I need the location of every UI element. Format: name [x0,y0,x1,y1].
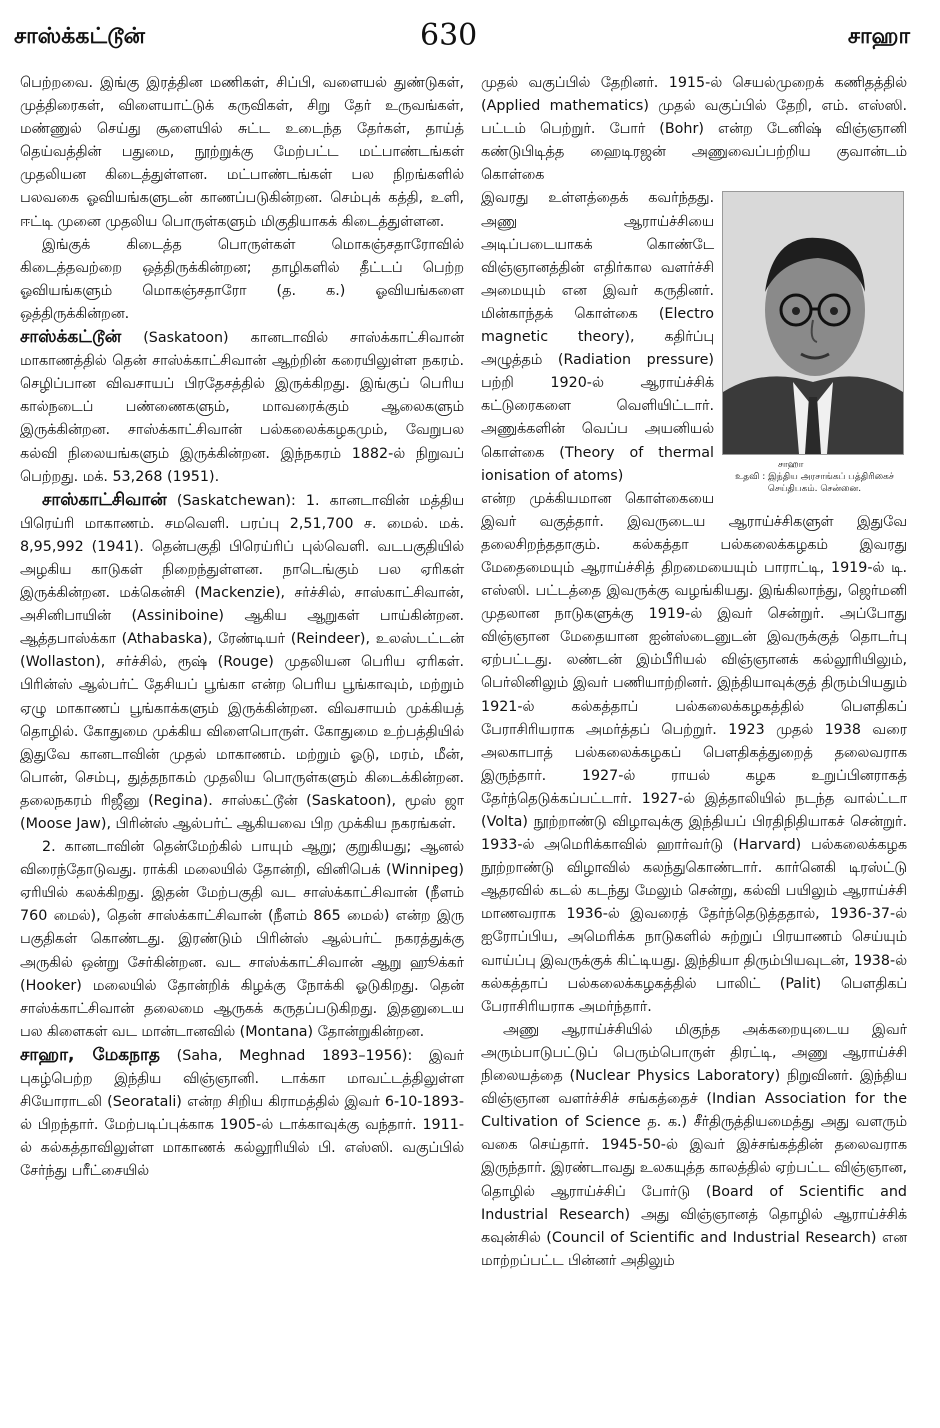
caption-name: சாஹா [778,460,804,471]
entry-saha [20,1044,464,1184]
paragraph-saha-research-wrap: இவரது உள்ளத்தைக் கவர்ந்தது. அணு ஆராய்ச்சியை அடிப்படையாகக் கொண்டே விஞ்ஞானத்தின் எதிர்கால வளர்ச்சி அமையும் என இவர் கருதினர். மின்காந்தக் கொள்கை (Electro magnetic theory), கதிர்ப்பு அழுத்தம் (Radiation pressure) பற்றி 1920-ல் ஆராய்ச்சிக் கட்டுரைகளை வெளியிட்டார். அணுக்களின் வெப்ப அயனியல் கொள்கை (Theory of thermal ionisation of atoms) [481,190,714,484]
caption-credit: உதவி : இந்திய அரசாங்கப் பத்திரிகைச் செய்திபகம். சென்னை. [735,472,894,495]
entry-saskatchewan [20,489,464,836]
paragraph-saha-education: முதல் வகுப்பில் தேறினர். 1915-ல் செயல்முறைக் கணிதத்தில் (Applied mathematics) முதல் வகுப்பில் தேறி, எம். எஸ்ஸி. பட்டம் பெற்றுர். போர் (Bohr) என்ற டேனிஷ் விஞ்ஞானி கண்டுபிடித்த ஹைடிரஜன் அணுவைப்பற்றிய குவான்டம் கொள்கை [481,75,907,184]
entry-heading-saskatchewan: சாஸ்காட்சிவான் [42,489,167,510]
entry-body-saskatchewan: (Saskatchewan): 1. கானடாவின் மத்திய பிரெய்ரி மாகாணம். சமவெளி. பரப்பு 2,51,700 ச. மைல். மக். 8,95,992 (1941). தென்பகுதி பிரெய்ரிப் புல்வெளி. வடபகுதியில் அழகிய காடுகள் நிறைந்துள்ளன. நாடெங்கும் பல ஏரிகள் இருக்கின்றன. மக்கென்சி (Mackenzie), சர்ச்சில், சாஸ்காட்சிவான், அசினிபாயின் (Assiniboine) ஆகிய ஆறுகள் பாய்கின்றன. ஆத்தபாஸ்க்கா (Athabaska), ரேண்டியர் (Reindeer), உலஸ்டட்டன் (Wollaston), சர்ச்சில், ரூஷ் (Rouge) முதலியன பெரிய ஏரிகள். பிரின்ஸ் ஆல்பர்ட் தேசியப் பூங்கா என்ற பெரிய பூங்காவும், மற்றும் ஏழு மாகாணப் பூங்காக்களும் இருக்கின்றன. விவசாயம் முக்கியத் தொழில். கோதுமை முக்கிய விளைபொருள். கோதுமை உற்பத்தியில் இதுவே கானடாவின் முதல் மாகாணம். மற்றும் ஓடு, மரம், மீன், பொன், செம்பு, துத்தநாகம் முதலிய பொருள்களும் கிடைக்கின்றன. தலைநகரம் ரிஜீனு (Regina). சாஸ்கட்டூன் (Saskatoon), மூஸ் ஜா (Moose Jaw), பிரின்ஸ் ஆல்பர்ட் ஆகியவை பிற முக்கிய நகரங்கள். [20,492,464,832]
entry-body-saha: (Saha, Meghnad 1893–1956): இவர் புகழ்பெற்ற இந்திய விஞ்ஞானி. டாக்கா மாவட்டத்திலுள்ள சியோராடலி (Seoratali) என்ற சிறிய கிராமத்தில் இவர் 6-10-1893-ல் பிறந்தார். மேற்படிப்புக்காக 1905-ல் டாக்காவுக்கு வந்தார். 1911-ல் கல்கத்தாவிலுள்ள மாகாணக் கல்லூரியில் பி. எஸ்ஸி. வகுப்பில் சேர்ந்து பரீட்சையில் [20,1047,464,1180]
running-head-right: சாஹா [847,24,910,49]
portrait-image [723,192,903,454]
paragraph-saha-institutions: அணு ஆராய்ச்சியில் மிகுந்த அக்கறையுடைய இவர் அரும்பாடுபட்டுப் பெரும்பொருள் திரட்டி, அணு ஆராய்ச்சி நிலையத்தை (Nuclear Physics Laboratory) நிறுவினர். இந்திய விஞ்ஞான வளர்ச்சிச் சங்கத்தைச் (Indian Association for the Cultivation of Science த. க.) சீர்திருத்தியமைத்து அது வளரும் வகை செய்தார். 1945-50-ல் இவர் இச்சங்கத்தின் தலைவராக இருந்தார். இரண்டாவது உலகயுத்த காலத்தில் ஏற்பட்ட விஞ்ஞான, தொழில் ஆராய்ச்சிப் போர்டு (Board of Scientific and Industrial Research) அது விஞ்ஞானத் தொழில் ஆராய்ச்சிக் கவுன்சில் (Council of Scientific and Industrial Research) என மாற்றப்பட்ட பின்னர் அதிலும் [481,1021,907,1269]
portrait-photo [722,191,904,455]
entry-body-saskatoon: (Saskatoon) கானடாவில் சாஸ்க்காட்சிவான் மாகாணத்தில் தென் சாஸ்க்காட்சிவான் ஆற்றின் கரையிலுள்ள நகரம். செழிப்பான விவசாயப் பிரதேசத்தில் இருக்கிறது. இங்குப் பெரிய கால்நடைப் பண்ணைகளும், மாவரைக்கும் ஆலைகளும் இருக்கின்றன. சாஸ்க்காட்சிவான் பல்கலைக்கழகமும், வேறுபல கல்வி நிலையங்களும் இருக்கின்றன. இந்நகரம் 1882-ல் நிறுவப் பெற்றது. மக். 53,268 (1951). [20,330,464,485]
right-column [481,72,907,1273]
page-number: 630 [420,18,478,53]
paragraph-saskatchewan-river: 2. கானடாவின் தென்மேற்கில் பாயும் ஆறு; குறுகியது; ஆனல் விரைந்தோடுவது. ராக்கி மலையில் தோன்றி, வினிபெக் (Winnipeg) ஏரியில் கலக்கிறது. இதன் மேற்பகுதி வட சாஸ்க்காட்சிவான் (நீளம் 760 மைல்), தென் சாஸ்க்காட்சிவான் (நீளம் 865 மைல்) என்ற இரு பகுதிகள் கொண்டது. இரண்டும் பிரின்ஸ் ஆல்பர்ட் நகரத்துக்கு அருகில் ஒன்று சேர்கின்றன. வட சாஸ்க்காட்சிவான் ஆறு ஹூக்கர் (Hooker) மலையில் தோன்றிக் கிழக்கு நோக்கி ஓடுகிறது. தென் சாஸ்க்காட்சிவான் தலைமை ஆருகக் கருதப்படுகிறது. இதனுடைய பல கிளைகள் வட மான்டானவில் (Montana) தோன்றுகின்றன. [20,839,464,1040]
entry-heading-saha: சாஹா, மேகநாத [20,1044,160,1065]
portrait-figure [722,191,907,495]
running-head-left: சாஸ்க்கட்டூன் [14,24,146,49]
entry-heading-saskatoon: சாஸ்க்கட்டூன் [20,327,122,348]
left-column [20,72,464,1184]
paragraph-comparison: இங்குக் கிடைத்த பொருள்கள் மொகஞ்சதாரோவில் கிடைத்தவற்றை ஒத்திருக்கின்றன; தாழிகளில் தீட்டப் பெற்ற ஓவியங்களும் மொகஞ்சதாரோ (த. க.) ஓவியங்களை ஒத்திருக்கின்றன. [20,236,464,322]
entry-saskatoon [20,326,464,489]
portrait-caption [722,459,907,495]
paragraph-saha-career: என்ற முக்கியமான கொள்கையை இவர் வகுத்தார். இவருடைய ஆராய்ச்சிகளுள் இதுவே தலைசிறந்ததாகும். கல்கத்தா பல்கலைக்கழகம் இவரது மேதைமையும் ஆராய்ச்சித் திறமையையும் பாராட்டி, 1919-ல் டி. எஸ்ஸி. பட்டத்தை இவருக்கு வழங்கியது. இங்கிலாந்து, ஜெர்மனி முதலான நாடுகளுக்கு 1919-ல் இவர் சென்றுர். அப்போது விஞ்ஞான மேதையான ஐன்ஸ்டைனுடன் இவருக்குத் தொடர்பு ஏற்பட்டது. லண்டன் இம்பீரியல் விஞ்ஞானக் கல்லூரியிலும், பெர்லினிலும் இவர் பணியாற்றினர். இந்தியாவுக்குத் திரும்பியதும் 1921-ல் கல்கத்தாப் பல்கலைக்கழகத்தில் பௌதிகப் பேராசிரியராக அமர்த்தப் பெற்றுர். 1923 முதல் 1938 வரை அலகாபாத் பல்கலைக்கழகப் பௌதிகத்துறைத் தலைவராக இருந்தார். 1927-ல் ராயல் கழக உறுப்பினராகத் தேர்ந்தெடுக்கப்பட்டார். 1927-ல் இத்தாலியில் நடந்த வால்ட்டா (Volta) நூற்றாண்டு விழாவுக்கு இந்தியப் பிரதிநிதியாகச் சென்றுர். 1933-ல் அமெரிக்காவில் ஹார்வர்டு (Harvard) பல்கலைக்கழக நூற்றாண்டு விழாவில் கலந்துகொண்டார். கார்னெகி டிரஸ்ட்டு ஆதரவில் கடல் கடந்து மேலும் சென்று, கல்வி பயிலும் ஆராய்ச்சி மாணவராக 1936-ல் இவரைத் தேர்ந்தெடுத்ததால், 1936-37-ல் ஐரோப்பிய, அமெரிக்க நாடுகளில் சுற்றுப் பிரயாணம் செய்யும் வாய்ப்பு இவருக்குக் கிட்டியது. இந்தியா திரும்பியவுடன், 1938-ல் கல்கத்தாப் பல்கலைக்கழகத்தில் பாலிட் (Palit) பௌதிகப் பேராசிரியராக அமர்ந்தார். [481,490,908,1015]
paragraph-mohenjodaro-finds: பெற்றவை. இங்கு இரத்தின மணிகள், சிப்பி, வளையல் துண்டுகள், முத்திரைகள், விளையாட்டுக் கருவிகள், சிறு தேர் உருவங்கள், மண்ணுல் செய்து சூளையில் சுட்ட உடைந்த தேர்கள், தாய்த் தெய்வத்தின் பதுமை, நூற்றுக்கு மேற்பட்ட மட்பாண்டங்கள் முதலியன கிடைத்துள்ளன. மட்பாண்டங்கள் பல நிறங்களில் பலவகை ஓவியங்களுடன் காணப்படுகின்றன. செம்புக் கத்தி, உளி, ஈட்டி முனை முதலிய பொருள்களும் மிகுதியாகக் கிடைத்துள்ளன. [20,75,464,230]
